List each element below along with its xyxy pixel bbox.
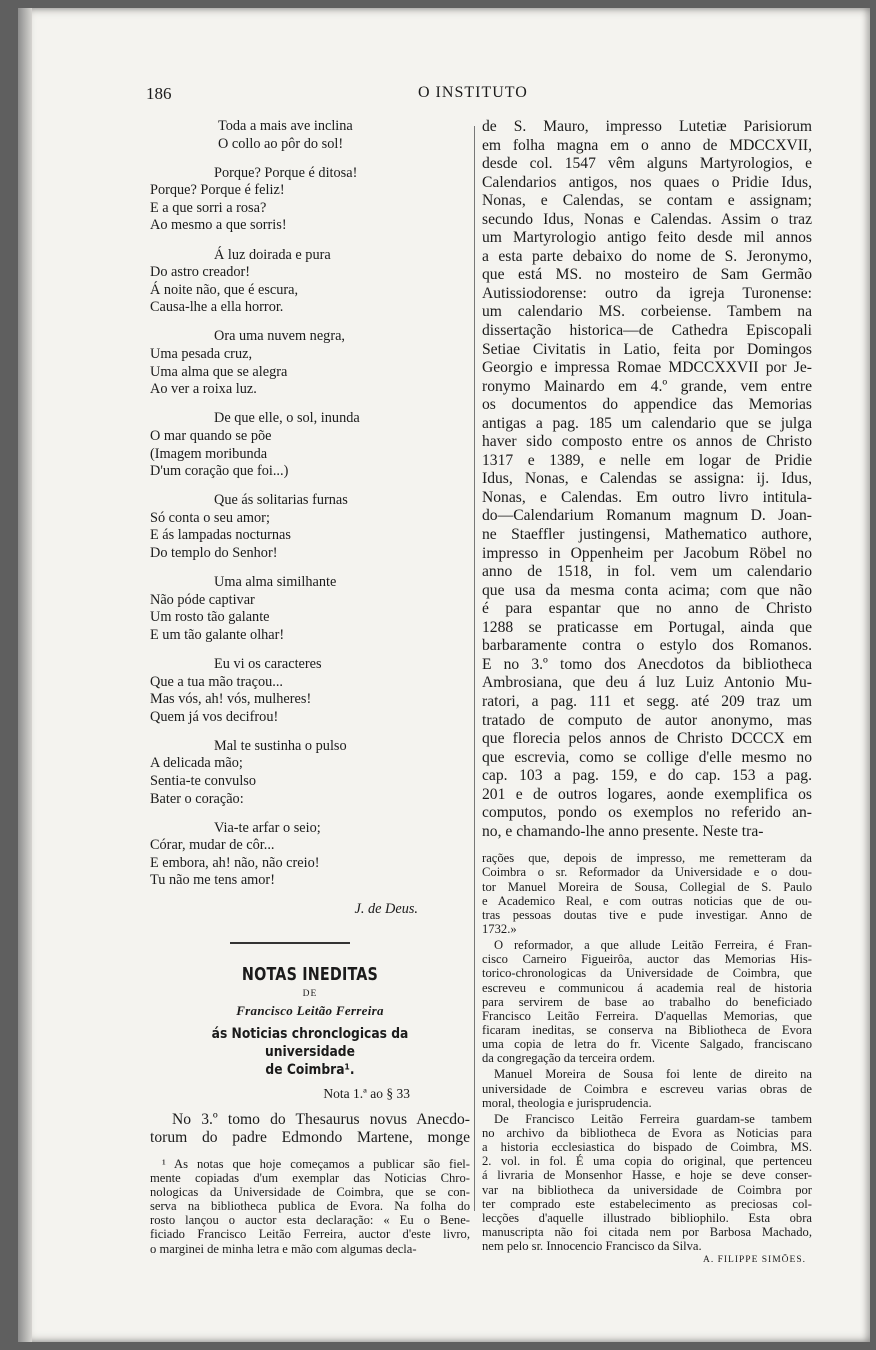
poem-line: Um rosto tão galante xyxy=(150,609,270,626)
poem-line: Não póde captivar xyxy=(150,591,255,608)
body-line: do—Calendarium Romanum magnum D. Joan- xyxy=(482,507,812,525)
right-column xyxy=(482,118,812,1265)
poem-line: Porque? Porque é ditosa! xyxy=(214,164,358,181)
body-line: desde col. 1547 vêm alguns Martyrologios, e xyxy=(482,155,812,173)
body-line: que escrevia, como se collige d'elle mesmo no xyxy=(482,748,812,766)
poem-line: Que ás solitarias furnas xyxy=(214,492,348,509)
poem-stanza xyxy=(150,738,470,808)
note-line: var na bibliotheca da universidade de Coimbra por xyxy=(482,1182,812,1197)
note-line: lecções d'aquelle illustrado bibliophilo. Esta obra xyxy=(482,1210,812,1225)
poem-line: Á luz doirada e pura xyxy=(214,246,331,263)
poem-line: Eu vi os caracteres xyxy=(214,655,322,672)
body-line: secundo Idus, Nonas e Calendas. Assim o traz xyxy=(482,210,812,228)
footnote-line: o marginei de minha letra e mão com algumas decla- xyxy=(150,1241,417,1256)
body-line: é para espantar que no anno de Christo xyxy=(482,600,812,618)
intro-line: No 3.º tomo do Thesaurus novus Anecdo- xyxy=(172,1110,470,1128)
declaration-line: tor Manuel Moreira de Sousa, Collegial de S. Paulo xyxy=(482,879,812,894)
note-line: ficaram ineditas, se conserva na Bibliotheca de Evora xyxy=(482,1023,812,1038)
poem-line: Quem já vos decifrou! xyxy=(150,708,279,725)
book-page xyxy=(18,8,870,1342)
poem-line: Uma alma similhante xyxy=(214,574,337,591)
note-paragraph-3 xyxy=(482,1112,812,1253)
poem-line: Só conta o seu amor; xyxy=(150,509,270,526)
note-line: O reformador, a que allude Leitão Ferreira, é Fran- xyxy=(494,938,812,953)
body-line: Ambrosiana, que deu á luz Luiz Antonio Mu- xyxy=(482,674,812,692)
intro-line: torum do padre Edmondo Martene, monge xyxy=(150,1129,470,1147)
body-line: um Martyrologio antigo feito desde mil annos xyxy=(482,229,812,247)
poem-line: Mal te sustinha o pulso xyxy=(214,737,347,754)
poem-stanza xyxy=(150,574,470,644)
body-line: em folha magna em o anno de MDCCXVII, xyxy=(482,136,812,154)
poem-line: Sentia-te convulso xyxy=(150,773,257,789)
note-paragraph-2 xyxy=(482,1067,812,1109)
poem-line: Á noite não, que é escura, xyxy=(150,281,299,298)
poem-line: Do templo do Senhor! xyxy=(150,544,278,561)
article-de: DE xyxy=(302,988,318,999)
column-divider xyxy=(474,126,475,1211)
poem xyxy=(150,118,470,890)
note-line: cisco Carneiro Figueirôa, auctor das Memorias His- xyxy=(482,952,812,967)
body-line: 1317 e 1389, e nelle em logar de Pridie xyxy=(482,451,812,469)
footnote-line: nologicas da Universidade de Coimbra, que se con- xyxy=(150,1184,470,1199)
body-line: ratori, a pag. 111 et segg. até 209 traz um xyxy=(482,692,812,710)
poem-line: Do astro creador! xyxy=(150,264,251,281)
body-line: cap. 103 a pag. 159, e do cap. 153 a pag. xyxy=(482,767,812,785)
poem-line: Tu não me tens amor! xyxy=(150,872,275,889)
body-line: antigas a pag. 185 um calendario que se julga xyxy=(482,414,812,432)
footnote-line: ¹ As notas que hoje começamos a publicar são fiel- xyxy=(162,1156,470,1171)
poem-line: Uma alma que se alegra xyxy=(150,363,288,380)
body-line: ronymo Mainardo em 4.º grande, vem entre xyxy=(482,377,812,395)
footnote-line: rosto lançou o auctor esta declaração: « Eu o Bene- xyxy=(150,1213,470,1228)
body-line: os documentos do appendice das Memorias xyxy=(482,396,812,414)
note-line: nem pelo sr. Innocencio Francisco da Silva. xyxy=(482,1239,702,1254)
poem-stanza xyxy=(150,247,470,317)
declaration-continued xyxy=(482,851,812,936)
poem-line: Via-te arfar o seio; xyxy=(214,819,321,836)
note-line: da congregação da terceira ordem. xyxy=(482,1051,656,1066)
footnote-line: serva na bibliotheca publica de Evora. Na folha do xyxy=(150,1199,470,1214)
poem-stanza xyxy=(150,656,470,726)
note-line: para servirem de base ao trabalho do beneficiado xyxy=(482,994,812,1009)
poem-line: De que elle, o sol, inunda xyxy=(214,410,360,427)
subtitle-line-1: ás Noticias chronclogicas da universidade xyxy=(211,1025,409,1060)
poem-line: Causa-lhe a ella horror. xyxy=(150,299,284,316)
body-line: E no 3.º tomo dos Anecdotos da bibliotheca xyxy=(482,655,812,673)
poem-line: Que a tua mão traçou... xyxy=(150,673,283,690)
poem-stanza xyxy=(150,165,470,235)
body-line: 1288 se praticasse em Portugal, ainda que xyxy=(482,618,812,636)
notes-signature: A. FILIPPE SIMÕES. xyxy=(703,1255,806,1266)
body-line: Idus, Nonas, e Calendas se assigna: ij. Idus, xyxy=(482,470,812,488)
article-author: Francisco Leitão Ferreira xyxy=(236,1002,384,1018)
footnote-line: ficiado Francisco Leitão Ferreira, auctor d'este livro, xyxy=(150,1227,470,1242)
note-line: escreveu e communicou á academia real de historia xyxy=(482,980,812,995)
body-line: impresso in Oppenheim per Jacobum Röbel no xyxy=(482,544,812,562)
body-line: Setiae Civitatis in Latio, feita por Domingos xyxy=(482,340,812,358)
article-title: NOTAS INEDITAS xyxy=(241,964,379,985)
body-line: que está MS. no mosteiro de Sam Germão xyxy=(482,266,812,284)
body-line: Nonas, e Calendas. Em outro livro intitula- xyxy=(482,488,812,506)
body-line: barbaramente contra o estylo dos Romanos. xyxy=(482,637,812,655)
body-line: que florecia pelos annos de Christo DCCCX em xyxy=(482,730,812,748)
body-line: tratado de computo de autor anonymo, mas xyxy=(482,711,812,729)
poem-stanza xyxy=(150,492,470,562)
poem-line: Uma pesada cruz, xyxy=(150,346,253,363)
note-line: Manuel Moreira de Sousa foi lente de direito na xyxy=(494,1067,812,1082)
poem-line: E ás lampadas nocturnas xyxy=(150,527,291,544)
footnote-line: mente copiadas d'um exemplar das Noticias Chro- xyxy=(150,1170,470,1185)
body-line: Nonas, e Calendas, se contam e assignam; xyxy=(482,192,812,210)
body-line: 201 e de outros logares, aonde exemplifica os xyxy=(482,785,812,803)
declaration-line: e Academico Real, e com outras noticias que de ou- xyxy=(482,893,812,908)
poem-line: Ao ver a roixa luz. xyxy=(150,381,257,398)
poem-line: O mar quando se põe xyxy=(150,427,272,444)
body-line: haver sido composto entre os annos de Christo xyxy=(482,433,812,451)
poem-stanza xyxy=(150,820,470,890)
poem-stanza xyxy=(150,410,470,480)
article-intro xyxy=(150,1111,470,1148)
poem-line: E um tão galante olhar! xyxy=(150,626,285,643)
body-line: a esta parte debaixo do nome de S. Jeronymo, xyxy=(482,247,812,265)
body-line: Autissiodorense: outro da igreja Turonense: xyxy=(482,284,812,302)
body-line: dissertação historica—de Cathedra Episcopali xyxy=(482,322,812,340)
body-line: no, e chamando-lhe anno presente. Neste tra- xyxy=(482,822,764,840)
body-line: que usa da mesma conta acima; com que não xyxy=(482,581,812,599)
note-line: 2. vol. in fol. É uma copia do original, que pertenceu xyxy=(482,1154,812,1169)
running-head xyxy=(18,84,870,108)
footnote xyxy=(150,1157,470,1256)
left-column xyxy=(150,118,470,1256)
section-rule xyxy=(230,942,350,944)
note-line: ter comprado este estabelecimento as preciosas col- xyxy=(482,1196,812,1211)
poem-line: Toda a mais ave inclina xyxy=(218,118,353,134)
declaration-line: 1732.» xyxy=(482,922,517,937)
poem-line: Mas vós, ah! vós, mulheres! xyxy=(150,691,312,708)
poem-line: Córar, mudar de côr... xyxy=(150,837,275,854)
note-line: De Francisco Leitão Ferreira guardam-se tambem xyxy=(494,1111,812,1126)
note-line: moral, theologia e jurisprudencia. xyxy=(482,1095,652,1110)
poem-line: Ora uma nuvem negra, xyxy=(214,328,346,345)
running-title: O INSTITUTO xyxy=(418,84,528,101)
note-paragraph-1 xyxy=(482,938,812,1065)
declaration-line: rações que, depois de impresso, me remetteram da xyxy=(482,851,812,866)
note-line: Francisco Leitão Ferreira. D'aquellas Memorias, que xyxy=(482,1008,812,1023)
poem-line: Ao mesmo a que sorris! xyxy=(150,217,287,234)
note-line: á livraria de Monsenhor Hasse, e hoje se deve conser- xyxy=(482,1168,812,1183)
note-line: uma copia de letra do fr. Vicente Salgado, franciscano xyxy=(482,1037,812,1052)
body-line: um calendario MS. corbeiense. Tambem na xyxy=(482,303,812,321)
body-line: ne Staeffler justingensi, Mathematico authore, xyxy=(482,526,812,544)
article-subtitle xyxy=(172,1025,447,1079)
note-line: torico-chronologicas da Universidade de Coimbra, que xyxy=(482,966,812,981)
subtitle-line-2: de Coimbra¹. xyxy=(265,1061,355,1078)
poem-line: A delicada mão; xyxy=(150,755,243,772)
poem-line: D'um coração que foi...) xyxy=(150,463,289,480)
page-number: 186 xyxy=(146,84,172,103)
declaration-line: Coimbra o sr. Reformador da Universidade e o dou- xyxy=(482,865,812,880)
poem-line: Bater o coração: xyxy=(150,790,244,807)
poem-signature: J. de Deus. xyxy=(354,900,418,917)
nota-label: Nota 1.ª ao § 33 xyxy=(323,1085,410,1101)
body-line: anno de 1518, in fol. vem um calendario xyxy=(482,563,812,581)
note-line: manuscripta não foi citada nem por Barbosa Machado, xyxy=(482,1224,812,1239)
note-line: universidade de Coimbra e escreveu varias obras de xyxy=(482,1081,812,1096)
body-line: computos, pondo os exemplos no referido an- xyxy=(482,804,812,822)
body-line: de S. Mauro, impresso Lutetiæ Parisiorum xyxy=(482,118,812,135)
poem-stanza xyxy=(150,118,470,153)
declaration-line: tras pessoas doutas tive e pude investigar. Anno de xyxy=(482,907,812,922)
poem-line: Porque? Porque é feliz! xyxy=(150,182,285,199)
poem-stanza xyxy=(150,328,470,398)
right-body xyxy=(482,118,812,841)
body-line: Calendarios antigos, nos quaes o Pridie Idus, xyxy=(482,173,812,191)
poem-line: E a que sorri a rosa? xyxy=(150,199,267,216)
note-line: no archivo da bibliotheca de Evora as Noticias para xyxy=(482,1126,812,1140)
body-line: Georgio e impressa Romae MDCCXXVII por Je- xyxy=(482,359,812,377)
note-line: a historia ecclesiastica do bispado de Coimbra, MS. xyxy=(482,1140,812,1155)
poem-line: E embora, ah! não, não creio! xyxy=(150,854,320,871)
poem-line: O collo ao pôr do sol! xyxy=(218,135,344,152)
poem-line: (Imagem moribunda xyxy=(150,445,268,462)
